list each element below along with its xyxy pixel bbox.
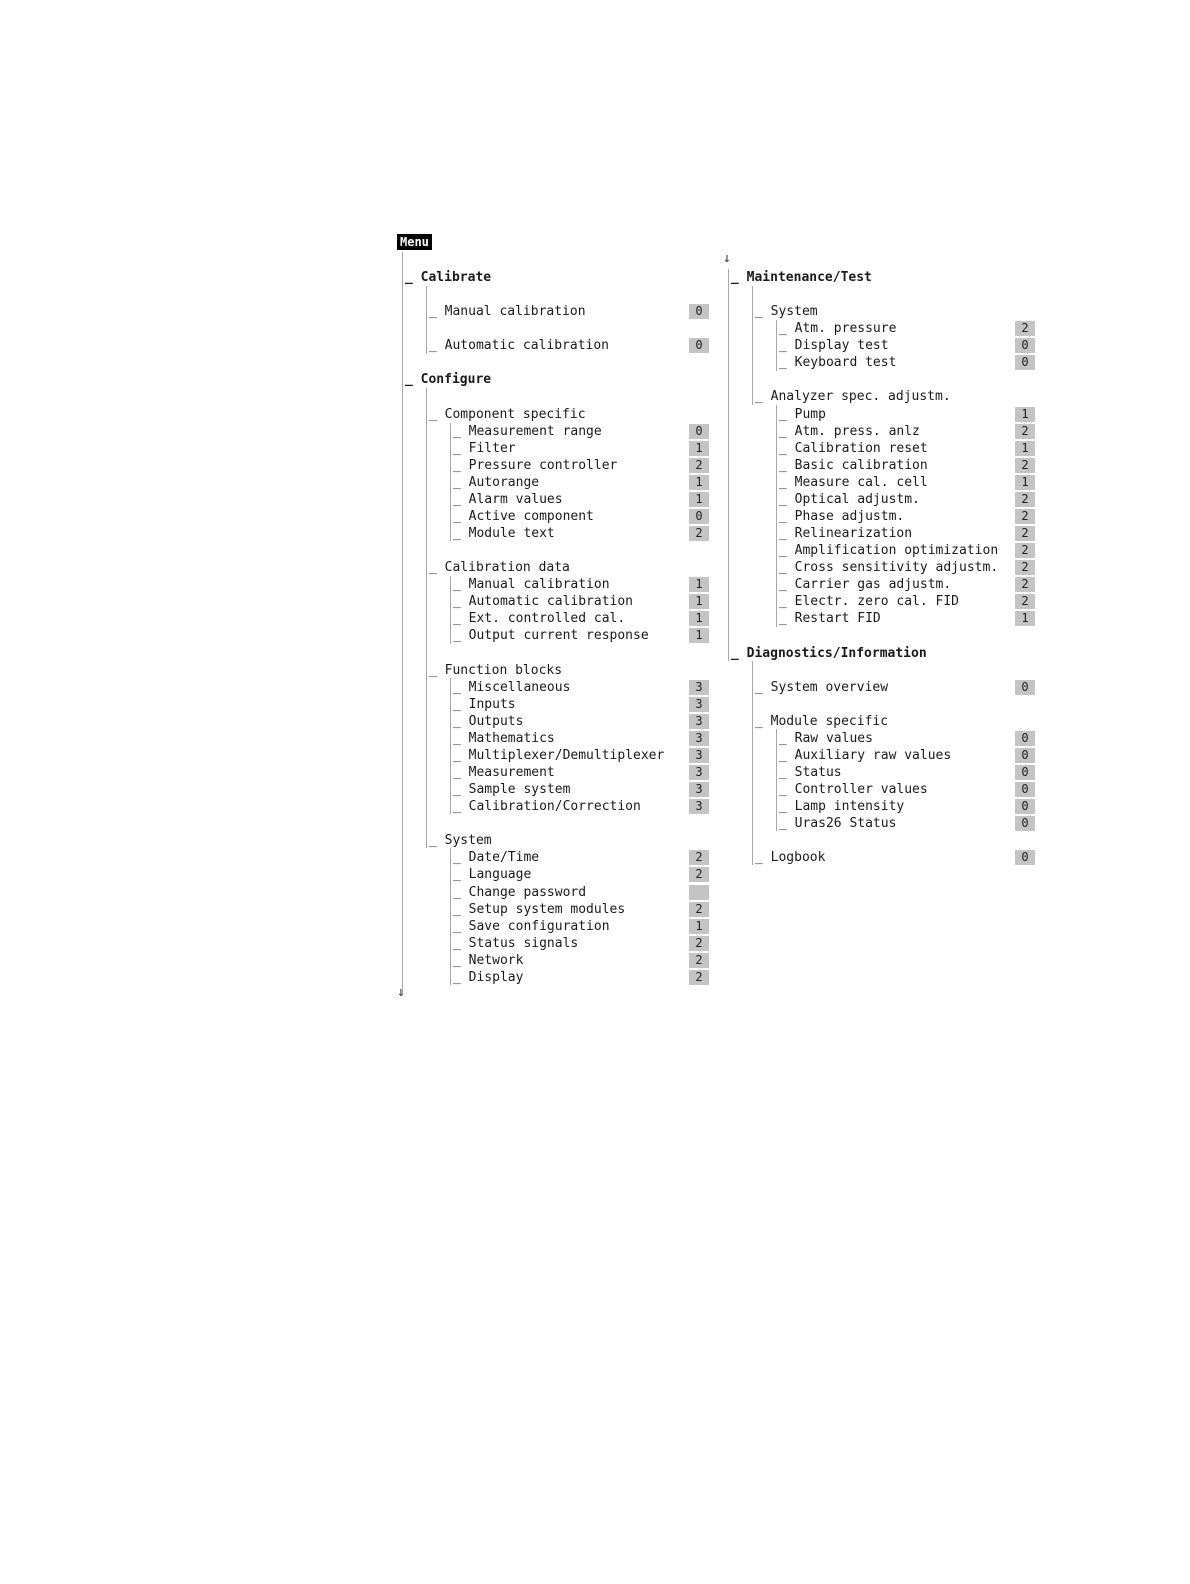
access-level-badge: 1 <box>689 594 709 609</box>
access-level-badge: 2 <box>689 867 709 882</box>
menu-item[interactable]: _ Change password <box>453 884 587 900</box>
access-level-badge: 3 <box>689 680 709 695</box>
menu-item[interactable]: _ Inputs <box>453 696 516 712</box>
menu-item[interactable]: _ Alarm values <box>453 491 563 507</box>
access-level-badge: 1 <box>1015 441 1035 456</box>
menu-item[interactable]: _ Calibration reset <box>779 440 928 456</box>
access-level-badge: 0 <box>1015 782 1035 797</box>
access-level-badge <box>689 885 709 900</box>
menu-item[interactable]: _ Logbook <box>755 850 826 866</box>
access-level-badge: 0 <box>1015 355 1035 370</box>
access-level-badge: 2 <box>1015 321 1035 336</box>
menu-item[interactable]: _ Sample system <box>453 782 571 798</box>
menu-item[interactable]: _ Module specific <box>755 713 889 729</box>
connector-line <box>776 320 777 371</box>
menu-item[interactable]: _ Analyzer spec. adjustm. <box>755 389 951 405</box>
access-level-badge: 0 <box>1015 338 1035 353</box>
menu-item[interactable]: _ Date/Time <box>453 850 540 866</box>
connector-line <box>450 576 451 644</box>
menu-item[interactable]: _ Autorange <box>453 474 540 490</box>
access-level-badge: 1 <box>689 628 709 643</box>
menu-item[interactable]: _ Pressure controller <box>453 457 618 473</box>
access-level-badge: 2 <box>689 970 709 985</box>
access-level-badge: 3 <box>689 714 709 729</box>
menu-item[interactable]: _ System <box>755 304 818 320</box>
access-level-badge: 1 <box>1015 407 1035 422</box>
menu-item[interactable]: _ Lamp intensity <box>779 799 905 815</box>
access-level-badge: 1 <box>689 492 709 507</box>
access-level-badge: 1 <box>689 475 709 490</box>
connector-line <box>728 269 729 661</box>
access-level-badge: 2 <box>689 953 709 968</box>
menu-item[interactable]: _ Basic calibration <box>779 457 928 473</box>
menu-item[interactable]: _ Cross sensitivity adjustm. <box>779 560 999 576</box>
access-level-badge: 0 <box>1015 731 1035 746</box>
access-level-badge: 2 <box>689 902 709 917</box>
access-level-badge: 2 <box>1015 526 1035 541</box>
menu-item[interactable]: _ Component specific <box>429 406 586 422</box>
access-level-badge: 0 <box>1015 765 1035 780</box>
access-level-badge: 2 <box>689 526 709 541</box>
connector-line <box>752 286 753 405</box>
menu-item[interactable]: _ Atm. pressure <box>779 321 897 337</box>
connector-line <box>450 678 451 814</box>
menu-item[interactable]: _ Setup system modules <box>453 901 626 917</box>
menu-item[interactable]: _ Controller values <box>779 782 928 798</box>
access-level-badge: 2 <box>1015 509 1035 524</box>
menu-item[interactable]: _ Auxiliary raw values <box>779 747 952 763</box>
access-level-badge: 2 <box>1015 543 1035 558</box>
menu-item[interactable]: _ Language <box>453 867 532 883</box>
menu-item[interactable]: _ Measurement <box>453 765 555 781</box>
access-level-badge: 0 <box>1015 850 1035 865</box>
menu-item[interactable]: _ Diagnostics/Information <box>731 645 927 661</box>
access-level-badge: 1 <box>689 577 709 592</box>
access-level-badge: 2 <box>1015 560 1035 575</box>
access-level-badge: 1 <box>689 611 709 626</box>
menu-item[interactable]: _ Calibration data <box>429 560 570 576</box>
menu-item[interactable]: _ Miscellaneous <box>453 679 571 695</box>
access-level-badge: 3 <box>689 748 709 763</box>
access-level-badge: 1 <box>1015 475 1035 490</box>
menu-item[interactable]: _ Measure cal. cell <box>779 474 928 490</box>
menu-item[interactable]: _ Manual calibration <box>429 304 586 320</box>
menu-item[interactable]: _ Save configuration <box>453 918 610 934</box>
menu-item[interactable]: _ Status signals <box>453 935 579 951</box>
menu-item[interactable]: _ Automatic calibration <box>453 594 634 610</box>
access-level-badge: 0 <box>1015 680 1035 695</box>
access-level-badge: 0 <box>689 509 709 524</box>
access-level-badge: 3 <box>689 799 709 814</box>
menu-item[interactable]: _ Mathematics <box>453 730 555 746</box>
menu-item[interactable]: _ Active component <box>453 508 594 524</box>
menu-item[interactable]: _ Raw values <box>779 730 873 746</box>
connector-line <box>752 661 753 865</box>
connector-line <box>402 252 403 994</box>
menu-item[interactable]: _ Carrier gas adjustm. <box>779 577 952 593</box>
menu-item[interactable]: _ Measurement range <box>453 423 602 439</box>
menu-item[interactable]: _ Ext. controlled cal. <box>453 611 626 627</box>
menu-item[interactable]: _ Pump <box>779 406 826 422</box>
access-level-badge: 2 <box>1015 492 1035 507</box>
access-level-badge: 2 <box>689 936 709 951</box>
access-level-badge: 2 <box>1015 594 1035 609</box>
access-level-badge: 0 <box>689 338 709 353</box>
menu-item[interactable]: _ Keyboard test <box>779 355 897 371</box>
menu-item[interactable]: _ Multiplexer/Demultiplexer <box>453 747 665 763</box>
menu-item[interactable]: _ System overview <box>755 679 889 695</box>
connector-line <box>450 848 451 985</box>
access-level-badge: 2 <box>689 458 709 473</box>
access-level-badge: 0 <box>1015 799 1035 814</box>
menu-item[interactable]: _ Uras26 Status <box>779 816 897 832</box>
menu-item[interactable]: _ Module text <box>453 526 555 542</box>
menu-item[interactable]: _ Calibration/Correction <box>453 799 641 815</box>
access-level-badge: 3 <box>689 782 709 797</box>
access-level-badge: 3 <box>689 697 709 712</box>
menu-item[interactable]: _ Restart FID <box>779 611 881 627</box>
menu-item[interactable]: _ Filter <box>453 440 516 456</box>
menu-item[interactable]: _ Network <box>453 952 524 968</box>
menu-item[interactable]: _ Optical adjustm. <box>779 491 920 507</box>
menu-item[interactable]: _ Display <box>453 969 524 985</box>
menu-title: Menu <box>397 234 432 250</box>
access-level-badge: 1 <box>689 919 709 934</box>
access-level-badge: 1 <box>689 441 709 456</box>
menu-item[interactable]: _ Manual calibration <box>453 577 610 593</box>
menu-item[interactable]: _ Status <box>779 765 842 781</box>
continuation-arrow-top: ↓ <box>723 251 731 266</box>
continuation-arrow-bottom: ↓ <box>397 985 405 1000</box>
access-level-badge: 2 <box>689 850 709 865</box>
access-level-badge: 1 <box>1015 611 1035 626</box>
menu-item[interactable]: _ Configure <box>405 372 492 388</box>
menu-item[interactable]: _ Automatic calibration <box>429 338 610 354</box>
menu-item[interactable]: _ Outputs <box>453 713 524 729</box>
menu-item[interactable]: _ Output current response <box>453 628 649 644</box>
access-level-badge: 2 <box>1015 577 1035 592</box>
menu-item[interactable]: _ Relinearization <box>779 526 913 542</box>
access-level-badge: 0 <box>689 304 709 319</box>
connector-line <box>776 405 777 627</box>
access-level-badge: 0 <box>1015 748 1035 763</box>
menu-item[interactable]: _ Atm. press. anlz <box>779 423 920 439</box>
menu-item[interactable]: _ Maintenance/Test <box>731 270 872 285</box>
connector-line <box>450 423 451 541</box>
menu-item[interactable]: _ Function blocks <box>429 662 563 678</box>
menu-item[interactable]: _ Display test <box>779 338 889 354</box>
connector-line <box>426 388 427 848</box>
access-level-badge: 2 <box>1015 458 1035 473</box>
menu-item[interactable]: _ Amplification optimization <box>779 543 999 559</box>
menu-item[interactable]: _ System <box>429 833 492 849</box>
access-level-badge: 2 <box>1015 424 1035 439</box>
access-level-badge: 3 <box>689 765 709 780</box>
connector-line <box>426 286 427 354</box>
access-level-badge: 3 <box>689 731 709 746</box>
menu-item[interactable]: _ Calibrate <box>405 270 492 285</box>
menu-item[interactable]: _ Phase adjustm. <box>779 508 905 524</box>
access-level-badge: 0 <box>1015 816 1035 831</box>
connector-line <box>776 729 777 831</box>
access-level-badge: 0 <box>689 424 709 439</box>
menu-item[interactable]: _ Electr. zero cal. FID <box>779 594 960 610</box>
